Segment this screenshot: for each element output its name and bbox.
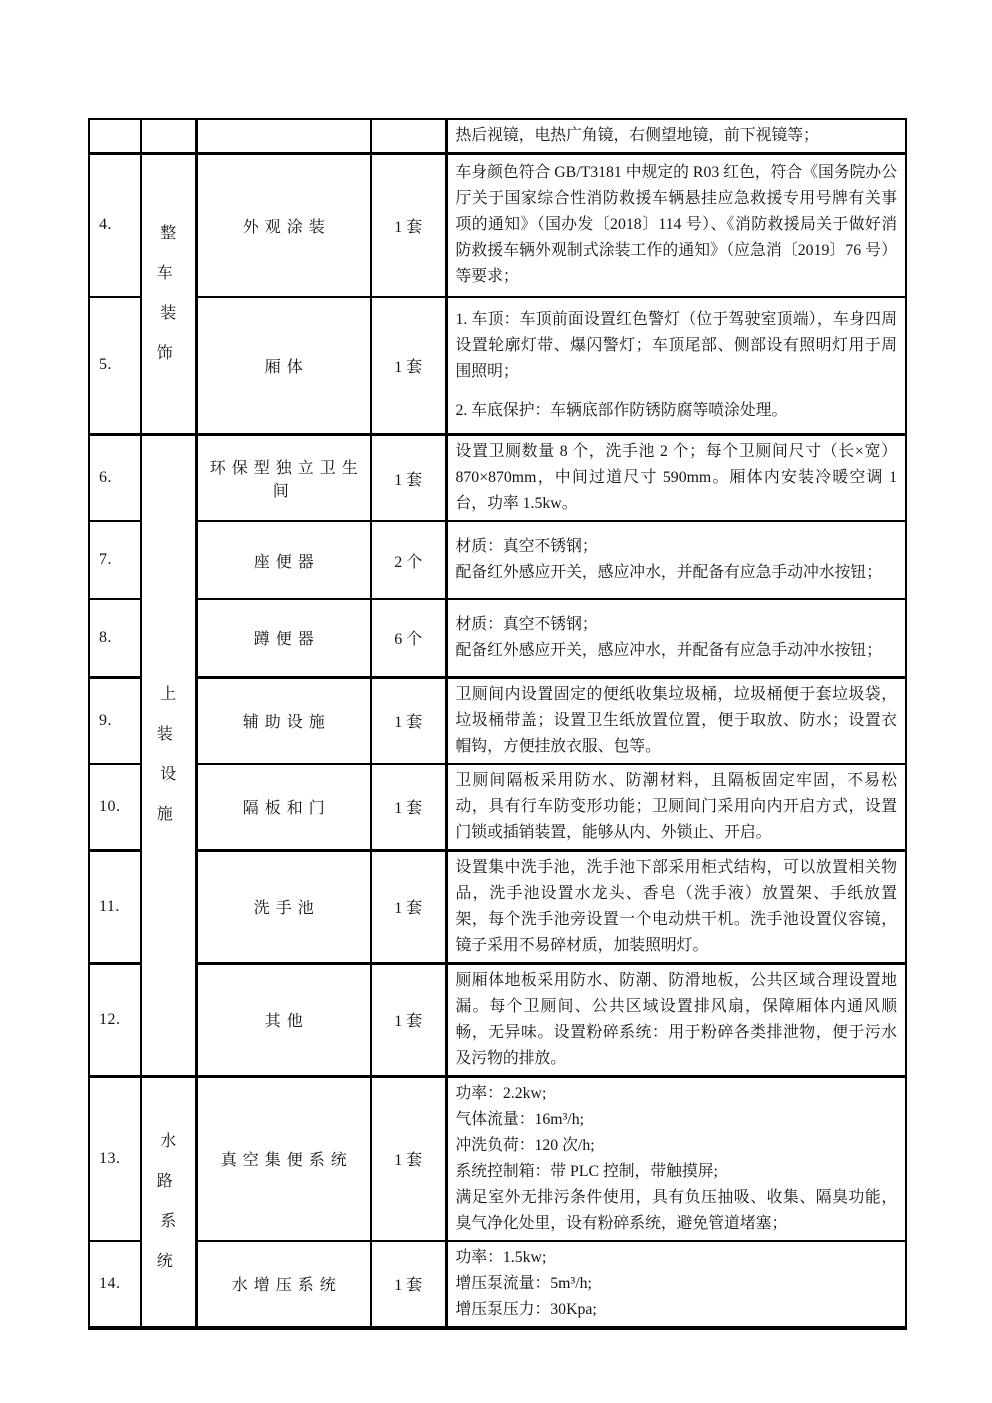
desc-cell <box>446 1076 906 1241</box>
desc-cell <box>446 154 906 297</box>
category-cell-whole-vehicle-decoration <box>141 154 196 435</box>
category-cell-superstructure-facilities <box>141 435 196 1077</box>
row-14 <box>89 1241 906 1328</box>
item-cell: 水增压系统 <box>196 1241 371 1328</box>
category-line: 设施 <box>156 766 184 824</box>
item-cell: 厢体 <box>196 297 371 435</box>
desc-paragraph: 满足室外无排污条件使用，具有负压抽吸、收集、隔臭功能，臭气净化处里，设有粉碎系统，避免管道堵塞； <box>455 1188 897 1232</box>
row-11 <box>89 850 906 963</box>
row-4 <box>89 154 906 297</box>
desc-cell <box>446 599 906 677</box>
item-cell: 环保型独立卫生间 <box>196 435 371 522</box>
row-no-cell: 13. <box>89 1076 141 1241</box>
desc-cell <box>446 119 906 154</box>
row-no-cell: 5. <box>89 297 141 435</box>
desc-paragraph: 热后视镜，电热广角镜，右侧望地镜，前下视镜等； <box>455 127 819 144</box>
category-line: 水路 <box>156 1132 184 1190</box>
desc-paragraph: 厕厢体地板采用防水、防潮、防滑地板，公共区域合理设置地漏。每个卫厕间、公共区域设置排风扇，保障厢体内通风顺畅，无异味。设置粉碎系统：用于粉碎各类排泄物，便于污水及污物的排放。 <box>455 971 897 1067</box>
desc-cell <box>446 963 906 1076</box>
desc-cell <box>446 521 906 599</box>
row-no-cell <box>89 119 141 154</box>
spec-table <box>88 118 907 1330</box>
row-9 <box>89 677 906 764</box>
desc-cell <box>446 764 906 851</box>
item-cell: 真空集便系统 <box>196 1076 371 1241</box>
category-line: 装饰 <box>156 305 184 362</box>
qty-cell: 1 套 <box>371 297 446 435</box>
row-no-cell: 9. <box>89 677 141 764</box>
desc-paragraph: 冲洗负荷：120 次/h; <box>455 1136 595 1154</box>
item-cell: 座便器 <box>196 521 371 599</box>
category-line: 上装 <box>156 686 184 744</box>
row-continuation <box>89 119 906 154</box>
row-12 <box>89 963 906 1076</box>
item-cell: 辅助设施 <box>196 677 371 764</box>
desc-paragraph: 气体流量：16m³/h; <box>455 1110 584 1128</box>
desc-cell <box>446 677 906 764</box>
desc-paragraph: 材质：真空不锈钢； <box>455 538 598 555</box>
desc-paragraph: 功率：1.5kw; <box>455 1248 547 1266</box>
category-cell-water-system <box>141 1076 196 1328</box>
desc-paragraph: 车身颜色符合 GB/T3181 中规定的 R03 红色，符合《国务院办公厅关于国家综合性消防救援车辆悬挂应急救援专用号牌有关事项的通知》（国办发〔2018〕114 号）、《消防救援局关于做好消防救援车辆外观制式涂装工作的通知》（应急消〔2019〕76 号）等要求； <box>455 164 897 286</box>
qty-cell: 1 套 <box>371 154 446 297</box>
desc-paragraph: 设置卫厕数量 8 个，洗手池 2 个；每个卫厕间尺寸（长×宽）870×870mm，中间过道尺寸 590mm。厢体内安装冷暖空调 1 台，功率 1.5kw。 <box>455 443 897 512</box>
row-10 <box>89 764 906 851</box>
row-13 <box>89 1076 906 1241</box>
category-line: 整车 <box>156 225 184 282</box>
desc-paragraph: 材质：真空不锈钢； <box>455 615 598 633</box>
desc-paragraph: 系统控制箱：带 PLC 控制，带触摸屏; <box>455 1162 718 1180</box>
desc-paragraph: 配备红外感应开关，感应冲水，并配备有应急手动冲水按钮； <box>455 641 883 659</box>
desc-paragraph: 功率：2.2kw; <box>455 1084 547 1102</box>
item-cell: 其他 <box>196 963 371 1076</box>
qty-cell: 1 套 <box>371 963 446 1076</box>
item-cell: 蹲便器 <box>196 599 371 677</box>
desc-paragraph: 1. 车顶：车顶前面设置红色警灯（位于驾驶室顶端），车身四周设置轮廓灯带、爆闪警灯；车顶尾部、侧部设有照明灯用于周围照明； <box>455 310 897 380</box>
qty-cell: 2 个 <box>371 521 446 599</box>
desc-cell <box>446 435 906 522</box>
desc-paragraph: 2. 车底保护：车辆底部作防锈防腐等喷涂处理。 <box>455 401 788 419</box>
row-no-cell: 11. <box>89 850 141 963</box>
row-no-cell: 12. <box>89 963 141 1076</box>
row-no-cell: 4. <box>89 154 141 297</box>
qty-cell <box>371 119 446 154</box>
qty-cell: 1 套 <box>371 850 446 963</box>
item-cell: 外观涂装 <box>196 154 371 297</box>
row-5 <box>89 297 906 435</box>
desc-paragraph: 卫厕间隔板采用防水、防潮材料，且隔板固定牢固，不易松动，具有行车防变形功能；卫厕间门采用向内开启方式，设置门锁或插销装置，能够从内、外锁止、开启。 <box>455 771 897 841</box>
qty-cell: 1 套 <box>371 1076 446 1241</box>
desc-paragraph: 卫厕间内设置固定的便纸收集垃圾桶，垃圾桶便于套垃圾袋，垃圾桶带盖；设置卫生纸放置位置，便于取放、防水；设置衣帽钩，方便挂放衣服、包等。 <box>455 685 897 755</box>
row-7 <box>89 521 906 599</box>
row-no-cell: 10. <box>89 764 141 851</box>
row-no-cell: 7. <box>89 521 141 599</box>
row-no-cell: 6. <box>89 435 141 522</box>
desc-paragraph: 增压泵流量：5m³/h; <box>455 1274 592 1292</box>
qty-cell: 1 套 <box>371 1241 446 1328</box>
desc-cell <box>446 297 906 435</box>
item-cell: 洗手池 <box>196 850 371 963</box>
qty-cell: 1 套 <box>371 764 446 851</box>
qty-cell: 6 个 <box>371 599 446 677</box>
category-cell <box>141 119 196 154</box>
desc-cell <box>446 850 906 963</box>
item-cell <box>196 119 371 154</box>
desc-paragraph: 配备红外感应开关，感应冲水，并配备有应急手动冲水按钮； <box>455 564 883 581</box>
desc-paragraph: 设置集中洗手池，洗手池下部采用柜式结构，可以放置相关物品，洗手池设置水龙头、香皂（洗手液）放置架、手纸放置架，每个洗手池旁设置一个电动烘干机。洗手池设置仪容镜，镜子采用不易碎材质，加装照明灯。 <box>455 858 897 954</box>
qty-cell: 1 套 <box>371 435 446 522</box>
row-no-cell: 14. <box>89 1241 141 1328</box>
row-no-cell: 8. <box>89 599 141 677</box>
row-6 <box>89 435 906 522</box>
item-cell: 隔板和门 <box>196 764 371 851</box>
desc-cell <box>446 1241 906 1328</box>
row-8 <box>89 599 906 677</box>
desc-paragraph: 增压泵压力：30Kpa; <box>455 1300 597 1318</box>
qty-cell: 1 套 <box>371 677 446 764</box>
category-line: 系统 <box>156 1212 184 1270</box>
